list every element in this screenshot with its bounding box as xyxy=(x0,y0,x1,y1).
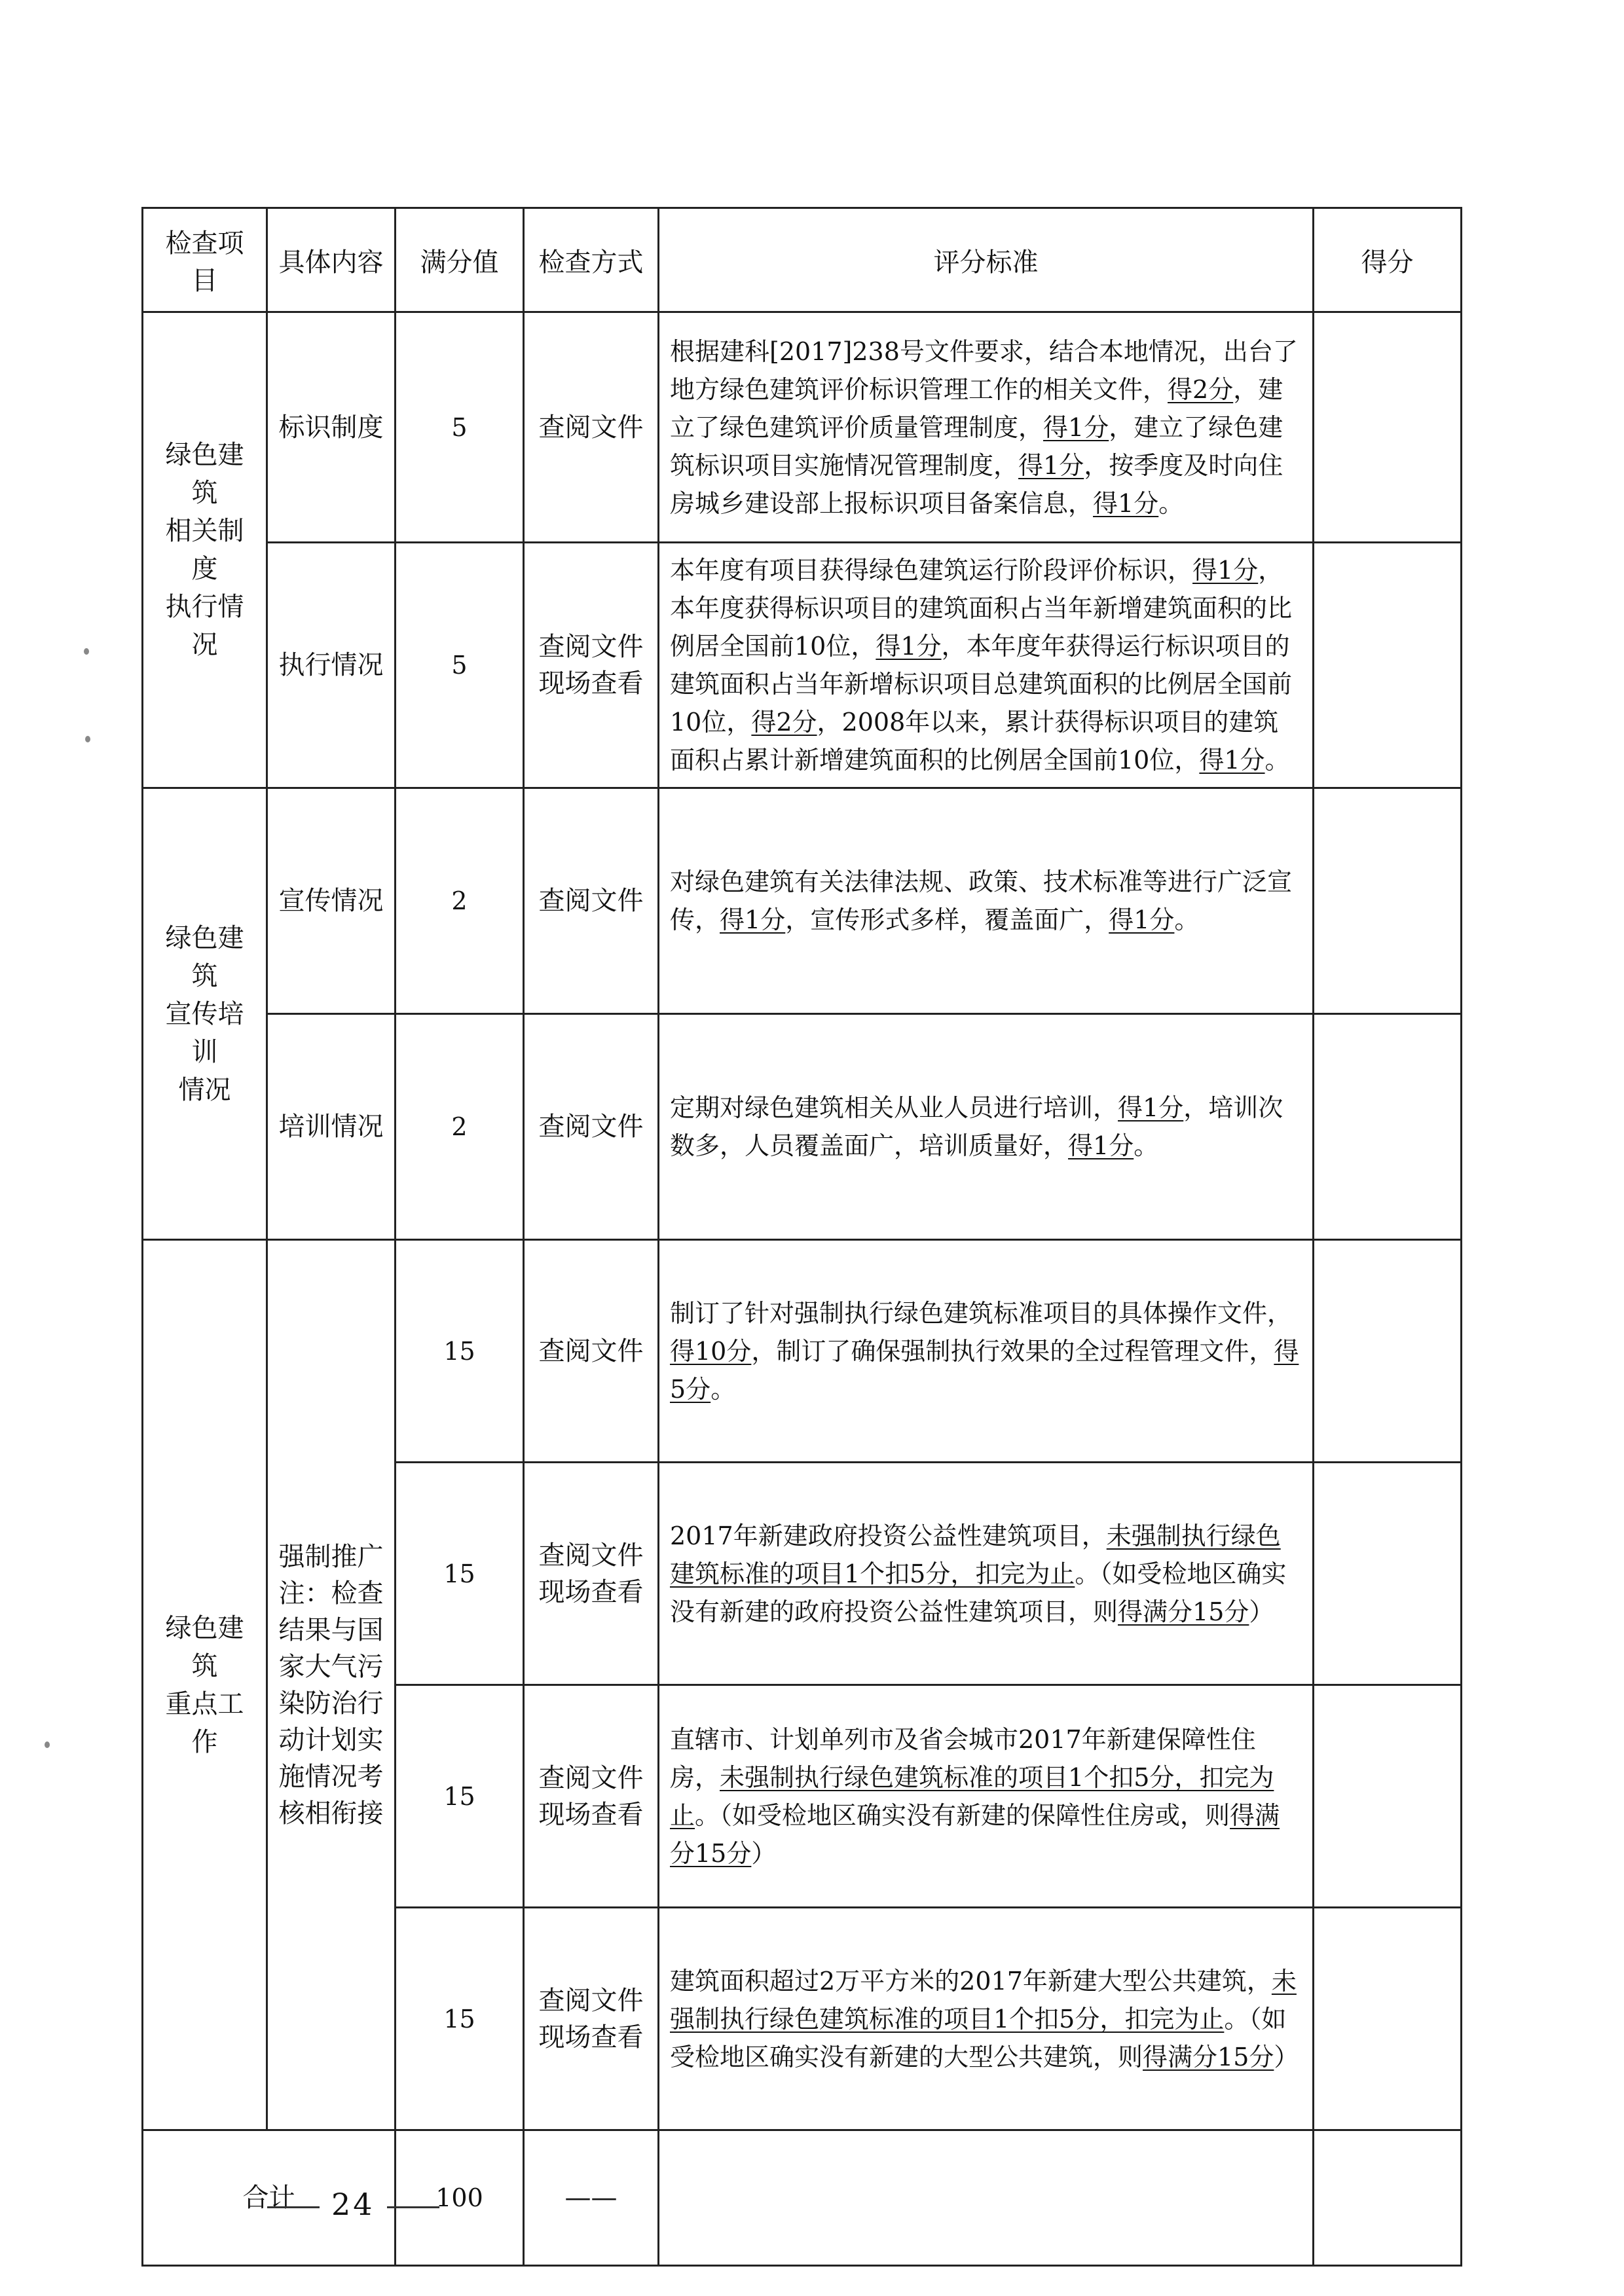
score-award-text: 得1分 xyxy=(1093,488,1159,518)
scan-speck xyxy=(85,736,90,742)
scan-speck xyxy=(84,648,89,655)
standard-text: ，培训次数多，人员覆盖面广，培训质量好， xyxy=(670,1093,1283,1160)
header-standard: 评分标准 xyxy=(659,208,1314,312)
standard-text: ，制订了确保强制执行效果的全过程管理文件， xyxy=(751,1336,1274,1366)
total-method: —— xyxy=(524,2130,659,2266)
header-full-score: 满分值 xyxy=(396,208,524,312)
score-award-text: 得1分 xyxy=(1043,412,1109,442)
score-cell xyxy=(1314,1908,1462,2130)
full-score-cell: 2 xyxy=(396,788,524,1014)
score-award-text: 未强制执行绿色建筑标准的项目1个扣5分，扣完为止 xyxy=(670,1521,1281,1588)
score-award-text: 得2分 xyxy=(1168,374,1234,404)
score-award-text: 未强制执行绿色建筑标准的项目1个扣5分，扣完为止 xyxy=(670,1966,1297,2033)
header-item: 检查项目 xyxy=(143,208,267,312)
standard-text: ） xyxy=(1274,2042,1299,2071)
content-cell: 执行情况 xyxy=(267,543,396,788)
score-award-text: 得满分15分 xyxy=(1118,1597,1249,1626)
method-cell: 查阅文件 xyxy=(524,312,659,543)
standard-text: 制订了针对强制执行绿色建筑标准项目的具体操作文件， xyxy=(670,1298,1293,1328)
standard-cell xyxy=(659,1014,1314,1240)
standard-text: ，建立了绿色建筑标识项目实施情况管理制度， xyxy=(670,412,1283,480)
method-cell: 查阅文件 现场查看 xyxy=(524,543,659,788)
score-award-text: 未强制执行绿色建筑标准的项目1个扣5分，扣完为止 xyxy=(670,1762,1274,1830)
total-full-score: 100 xyxy=(396,2130,524,2266)
standard-text: ，本年度获得标识项目的建筑面积占当年新增建筑面积的比例居全国前10位， xyxy=(670,556,1293,661)
score-cell xyxy=(1314,312,1462,543)
full-score-cell: 15 xyxy=(396,1908,524,2130)
standard-text: 本年度有项目获得绿色建筑运行阶段评价标识， xyxy=(670,556,1193,585)
table-row xyxy=(143,1014,1462,1240)
score-table xyxy=(141,207,1462,2267)
score-award-text: 得满分15分 xyxy=(670,1800,1280,1868)
standard-cell xyxy=(659,1908,1314,2130)
standard-text: ） xyxy=(1249,1597,1274,1626)
score-cell xyxy=(1314,543,1462,788)
content-cell: 标识制度 xyxy=(267,312,396,543)
standard-text: 2017年新建政府投资公益性建筑项目， xyxy=(670,1521,1107,1550)
full-score-cell: 15 xyxy=(396,1463,524,1685)
score-cell xyxy=(1314,1014,1462,1240)
standard-text: 。 xyxy=(1264,746,1290,774)
score-award-text: 得1分 xyxy=(1109,905,1175,934)
group-label: 绿色建筑 相关制度 执行情况 xyxy=(143,312,267,788)
header-row xyxy=(143,208,1462,312)
standard-text: ，本年度年获得运行标识项目的建筑面积占当年新增标识项目总建筑面积的比例居全国前10位， xyxy=(670,632,1293,737)
standard-text: ，宣传形式多样，覆盖面广， xyxy=(785,905,1109,934)
standard-text: 根据建科[2017]238号文件要求，结合本地情况，出台了地方绿色建筑评价标识管理工作的相关文件， xyxy=(670,337,1298,404)
standard-text: 。 xyxy=(1174,905,1200,934)
score-award-text: 得1分 xyxy=(720,905,786,934)
score-award-text: 得1分 xyxy=(1192,556,1259,585)
method-cell: 查阅文件 现场查看 xyxy=(524,1908,659,2130)
standard-cell xyxy=(659,1463,1314,1685)
standard-cell xyxy=(659,312,1314,543)
full-score-cell: 15 xyxy=(396,1240,524,1463)
content-cell: 培训情况 xyxy=(267,1014,396,1240)
scan-speck xyxy=(45,1741,50,1748)
standard-text: 。（如受检地区确实没有新建的大型公共建筑，则 xyxy=(670,2004,1287,2071)
standard-text: ，按季度及时向住房城乡建设部上报标识项目备案信息， xyxy=(670,450,1283,518)
standard-text: 对绿色建筑有关法律法规、政策、技术标准等进行广泛宣传， xyxy=(670,867,1293,934)
full-score-cell: 15 xyxy=(396,1685,524,1908)
page-number: 24 xyxy=(255,2187,451,2222)
standard-text: 建筑面积超过2万平方米的2017年新建大型公共建筑， xyxy=(670,1966,1272,1995)
standard-text: ，2008年以来，累计获得标识项目的建筑面积占累计新增建筑面积的比例居全国前10位， xyxy=(670,708,1279,774)
score-award-text: 得1分 xyxy=(1068,1131,1134,1160)
standard-text: ） xyxy=(751,1838,777,1868)
score-award-text: 得1分 xyxy=(876,632,942,661)
standard-cell xyxy=(659,1685,1314,1908)
dash-left xyxy=(267,2206,320,2208)
score-cell xyxy=(1314,1685,1462,1908)
score-award-text: 得10分 xyxy=(670,1336,752,1366)
content-cell: 宣传情况 xyxy=(267,788,396,1014)
standard-text: 。（如受检地区确实没有新建的保障性住房或，则 xyxy=(695,1800,1230,1830)
method-cell: 查阅文件 xyxy=(524,788,659,1014)
score-cell xyxy=(1314,788,1462,1014)
method-cell: 查阅文件 xyxy=(524,1014,659,1240)
standard-text: 。 xyxy=(1158,488,1184,518)
full-score-cell: 5 xyxy=(396,543,524,788)
standard-text: ，建立了绿色建筑评价质量管理制度， xyxy=(670,374,1283,442)
standard-cell xyxy=(659,788,1314,1014)
method-cell: 查阅文件 现场查看 xyxy=(524,1685,659,1908)
score-award-text: 得1分 xyxy=(1199,746,1265,774)
table-row xyxy=(143,1240,1462,1463)
dash-right xyxy=(387,2206,439,2208)
method-cell: 查阅文件 现场查看 xyxy=(524,1463,659,1685)
full-score-cell: 5 xyxy=(396,312,524,543)
score-award-text: 得1分 xyxy=(1118,1093,1184,1122)
content-cell: 强制推广 注：检查 结果与国 家大气污 染防治行 动计划实 施情况考 核相衔接 xyxy=(267,1240,396,2130)
total-label: 合计 xyxy=(143,2130,396,2266)
full-score-cell: 2 xyxy=(396,1014,524,1240)
method-cell: 查阅文件 xyxy=(524,1240,659,1463)
total-standard-cell xyxy=(659,2130,1314,2266)
table-row xyxy=(143,543,1462,788)
header-content: 具体内容 xyxy=(267,208,396,312)
standard-text: 。 xyxy=(710,1374,736,1404)
score-award-text: 得1分 xyxy=(1018,450,1084,480)
table-row xyxy=(143,312,1462,543)
standard-cell xyxy=(659,543,1314,788)
score-cell xyxy=(1314,1463,1462,1685)
header-method: 检查方式 xyxy=(524,208,659,312)
standard-text: 直辖市、计划单列市及省会城市2017年新建保障性住房， xyxy=(670,1724,1256,1792)
standard-text: 。 xyxy=(1134,1131,1159,1160)
standard-cell xyxy=(659,1240,1314,1463)
standard-text: 定期对绿色建筑相关从业人员进行培训， xyxy=(670,1093,1118,1122)
group-label: 绿色建筑 重点工作 xyxy=(143,1240,267,2130)
header-score: 得分 xyxy=(1314,208,1462,312)
group-label: 绿色建筑 宣传培训 情况 xyxy=(143,788,267,1240)
table-row xyxy=(143,788,1462,1014)
total-score-cell xyxy=(1314,2130,1462,2266)
score-award-text: 得5分 xyxy=(670,1336,1299,1404)
score-cell xyxy=(1314,1240,1462,1463)
score-award-text: 得满分15分 xyxy=(1143,2042,1274,2071)
score-award-text: 得2分 xyxy=(751,708,817,737)
standard-text: 。（如受检地区确实没有新建的政府投资公益性建筑项目，则 xyxy=(670,1559,1287,1626)
